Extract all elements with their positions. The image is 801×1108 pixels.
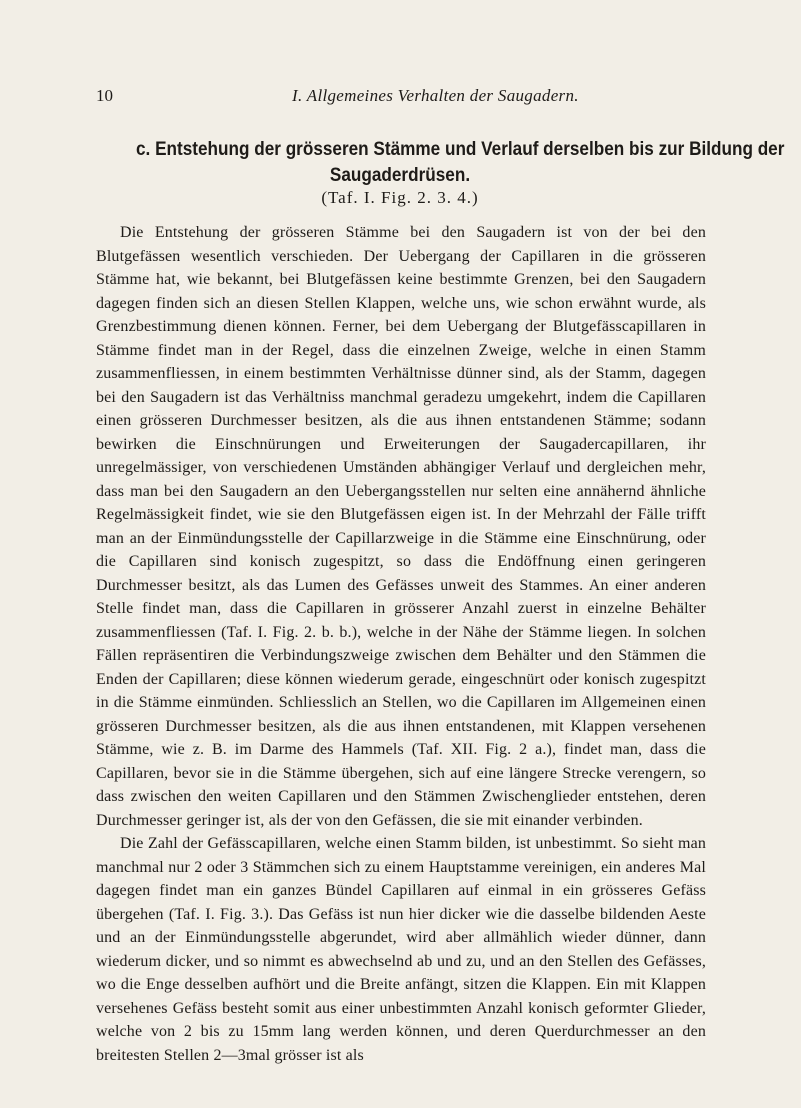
body-text (96, 221, 706, 1067)
page-number: 10 (96, 86, 113, 105)
running-header (96, 86, 702, 110)
running-title: I. Allgemeines Verhalten der Saugadern. (292, 86, 579, 105)
section-heading (136, 136, 785, 188)
paragraph: Die Zahl der Gefässcapillaren, welche einen Stamm bilden, ist unbestimmt. So sieht man manchmal nur 2 oder 3 Stämmchen sich zu einem Hauptstamme vereinigen, ein anderes Mal dagegen findet man ein ganzes Bündel Capillaren auf einmal in ein grösseres Gefäss übergehen (Taf. I. Fig. 3.). Das Gefäss ist nun hier dicker wie die dasselbe bildenden Aeste und an der Einmündungsstelle abgerundet, wird aber allmählich wieder dünner, dann wiederum dicker, und so nimmt es abwechselnd ab und zu, und an den Stellen des Gefässes, wo die Enge desselben aufhört und die Breite anfängt, sitzen die Klappen. Ein mit Klappen versehenes Gefäss besteht somit aus einer unbestimmten Anzahl konisch geformter Glieder, welche von 2 bis zu 15mm lang werden können, und deren Querdurchmesser an den breitesten Stellen 2—3mal grösser ist als (96, 835, 706, 1064)
section-heading-line-1: c. Entstehung der grösseren Stämme und Verlauf derselben bis zur Bildung der (136, 138, 785, 160)
section-heading-line-2: Saugaderdrüsen. (329, 164, 471, 186)
plate-reference: (Taf. I. Fig. 2. 3. 4.) (321, 188, 479, 207)
paragraph: Die Entstehung der grösseren Stämme bei den Saugadern ist von der bei den Blutgefässen wesentlich verschieden. Der Uebergang der Capillaren in die grösseren Stämme hat, wie bekannt, bei Blutgefässen keine bestimmte Grenzen, bei den Saugadern dagegen finden sich an diesen Stellen Klappen, welche uns, wie schon erwähnt wurde, als Grenzbestimmung dienen können. Ferner, bei dem Uebergang der Blutgefässcapillaren in Stämme findet man in der Regel, dass die einzelnen Zweige, welche in einen Stamm zusammenfliessen, in einem bestimmten Verhältnisse dünner sind, als der Stamm, dagegen bei den Saugadern ist das Verhältniss manchmal geradezu umgekehrt, indem die Capillaren einen grösseren Durchmesser besitzen, als die aus ihnen entstandenen Stämme; sodann bewirken die Einschnürungen und Erweiterungen der Saugadercapillaren, ihr unregelmässiger, von verschiedenen Umständen abhängiger Verlauf und dergleichen mehr, dass man bei den Saugadern an den Uebergangsstellen nur selten eine annähernd ähnliche Regelmässigkeit findet, wie sie den Blutgefässen eigen ist. In der Mehrzahl der Fälle trifft man an der Einmündungsstelle der Capillarzweige in die Stämme eine Einschnürung, oder die Capillaren sind konisch zugespitzt, so dass die Endöffnung einen geringeren Durchmesser besitzt, als das Lumen des Gefässes unweit des Stammes. An einer anderen Stelle findet man, dass die Capillaren in grösserer Anzahl zuerst in einzelne Behälter zusammenfliessen (Taf. I. Fig. 2. b. b.), welche in der Nähe der Stämme liegen. In solchen Fällen repräsentiren die Verbindungszweige zwischen dem Behälter und den Stämmen die Enden der Capillaren; diese können wiederum gerade, eingeschnürt oder konisch zugespitzt in die Stämme einmünden. Schliesslich an Stellen, wo die Capillaren im Allgemeinen einen grösseren Durchmesser besitzen, als die aus ihnen entstandenen, mit Klappen versehenen Stämme, wie z. B. im Darme des Hammels (Taf. XII. Fig. 2 a.), findet man, dass die Capillaren, bevor sie in die Stämme übergehen, sich auf eine längere Strecke verengern, so dass zwischen den weiten Capillaren und den Stämmen Zwischenglieder entstehen, deren Durchmesser geringer ist, als der von den Gefässen, die sie mit einander verbinden. (96, 224, 706, 829)
